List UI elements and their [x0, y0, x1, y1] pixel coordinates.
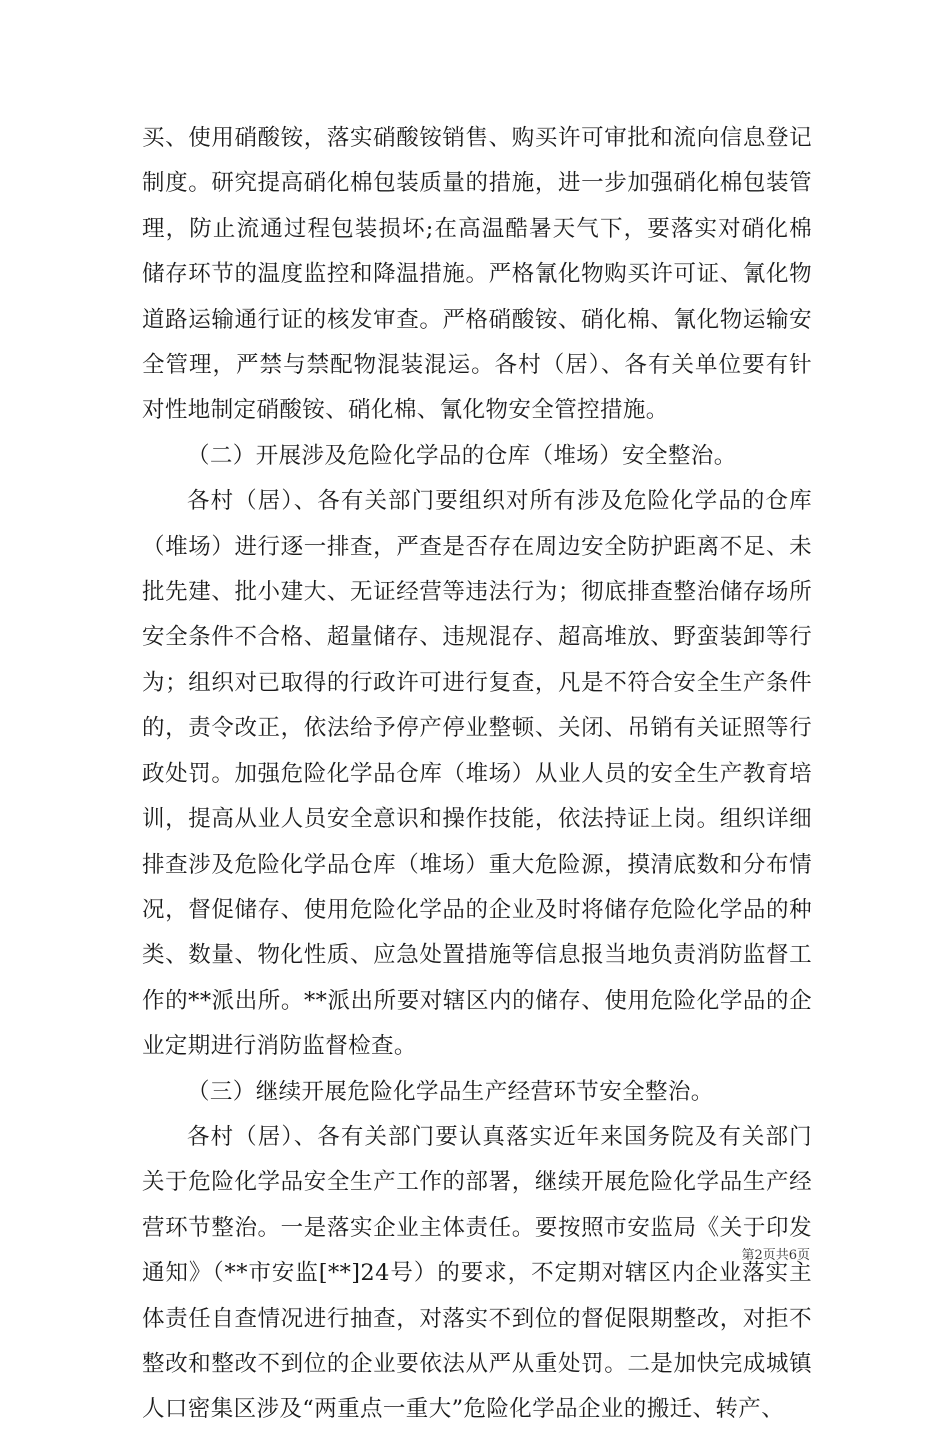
paragraph-production: 各村（居）、各有关部门要认真落实近年来国务院及有关部门关于危险化学品安全生产工作的部署，继续开展危险化学品生产经营环节整治。一是落实企业主体责任。要按照市安监局《关于印发通知》（**市安监[**]24号）的要求，不定期对辖区内企业落实主体责任自查情况进行抽查，对落实不到位的督促限期整改，对拒不整改和整改不到位的企业要依法从严从重处罚。二是加快完成城镇人口密集区涉及“两重点一重大”危险化学品企业的搬迁、转产、: [142, 1123, 812, 1423]
paragraph-continued: 买、使用硝酸铵，落实硝酸铵销售、购买许可审批和流向信息登记制度。研究提高硝化棉包装质量的措施，进一步加强硝化棉包装管理，防止流通过程包装损坏;在高温酷暑天气下，要落实对硝化棉储存环节的温度监控和降温措施。严格氰化物购买许可证、氰化物道路运输通行证的核发审查。严格硝酸铵、硝化棉、氰化物运输安全管理，严禁与禁配物混装混运。各村（居）、各有关单位要有针对性地制定硝酸铵、硝化棉、氰化物安全管控措施。: [142, 125, 812, 424]
section-heading-2: （二）开展涉及危险化学品的仓库（堆场）安全整治。: [187, 442, 737, 469]
document-body: [142, 116, 812, 1433]
page-number-footer: 第2页共6页: [741, 1248, 810, 1263]
section-heading-3: （三）继续开展危险化学品生产经营环节安全整治。: [187, 1078, 714, 1105]
paragraph-warehouse: 各村（居）、各有关部门要组织对所有涉及危险化学品的仓库（堆场）进行逐一排查，严查是否存在周边安全防护距离不足、未批先建、批小建大、无证经营等违法行为；彻底排查整治储存场所安全条件不合格、超量储存、违规混存、超高堆放、野蛮装卸等行为；组织对已取得的行政许可进行复查，凡是不符合安全生产条件的，责令改正，依法给予停产停业整顿、关闭、吊销有关证照等行政处罚。加强危险化学品仓库（堆场）从业人员的安全生产教育培训，提高从业人员安全意识和操作技能，依法持证上岗。组织详细排查涉及危险化学品仓库（堆场）重大危险源，摸清底数和分布情况，督促储存、使用危险化学品的企业及时将储存危险化学品的种类、数量、物化性质、应急处置措施等信息报当地负责消防监督工作的**派出所。**派出所要对辖区内的储存、使用危险化学品的企业定期进行消防监督检查。: [142, 488, 812, 1060]
